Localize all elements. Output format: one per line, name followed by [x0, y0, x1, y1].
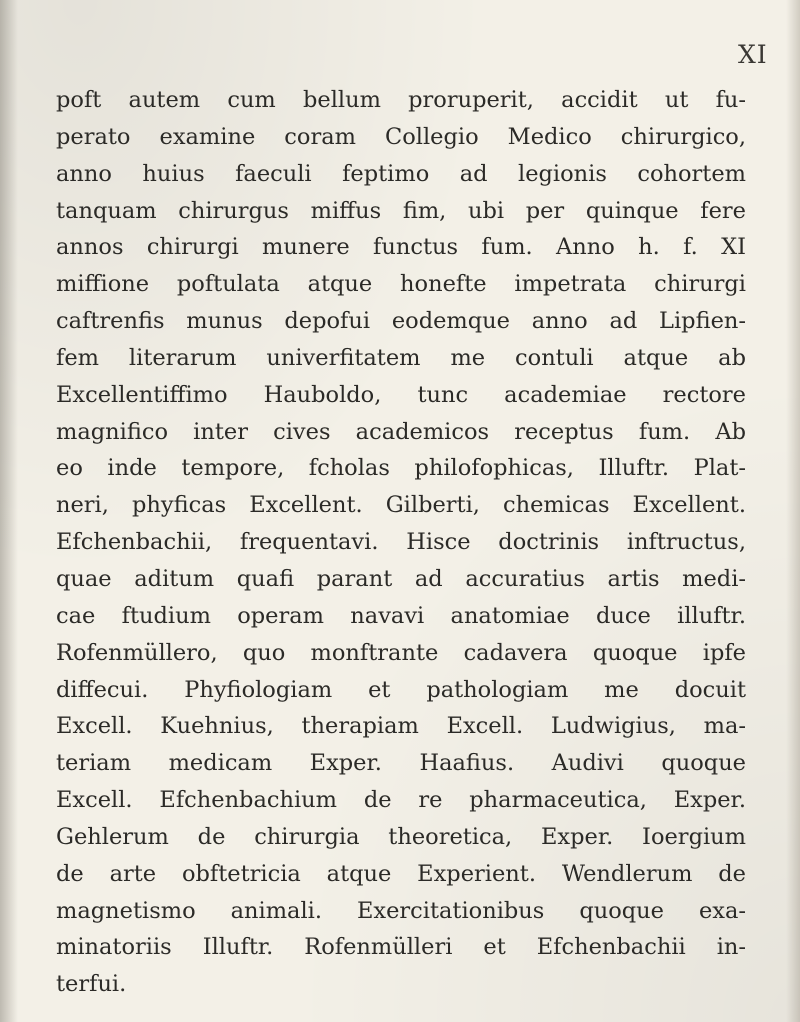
text-line: Rofenmüllero, quo monftrante cadavera quoque ipfe — [56, 639, 746, 666]
text-line: neri, phyficas Excellent. Gilberti, chemicas Excellent. — [56, 492, 746, 519]
text-line: Gehlerum de chirurgia theoretica, Exper. Ioergium — [56, 823, 746, 850]
text-line: fem literarum univerfitatem me contuli atque ab — [56, 344, 746, 371]
text-line: tanquam chirurgus miffus fim, ubi per quinque fere — [56, 197, 746, 224]
text-line: perato examine coram Collegio Medico chirurgico, — [56, 123, 746, 150]
text-line: minatoriis Illuftr. Rofenmülleri et Efchenbachii in- — [56, 934, 746, 961]
body-text — [56, 82, 746, 1003]
text-line: Excell. Kuehnius, therapiam Excell. Ludwigius, ma- — [56, 713, 746, 740]
text-line: annos chirurgi munere functus fum. Anno h. f. XI — [56, 234, 746, 261]
text-line: poft autem cum bellum proruperit, accidit ut fu- — [56, 87, 746, 113]
text-line: quae aditum quafi parant ad accuratius artis medi- — [56, 565, 746, 592]
text-line: terfui. — [56, 971, 127, 998]
page-number: XI — [738, 40, 768, 69]
text-line: miffione poftulata atque honefte impetrata chirurgi — [56, 271, 746, 298]
text-line: eo inde tempore, fcholas philofophicas, Illuftr. Plat- — [56, 455, 746, 482]
text-line: Efchenbachii, frequentavi. Hisce doctrinis inftructus, — [56, 529, 746, 556]
text-line: de arte obftetricia atque Experient. Wendlerum de — [56, 860, 746, 887]
text-line: magnifico inter cives academicos receptus fum. Ab — [56, 418, 746, 445]
binding-shadow — [0, 0, 18, 1022]
text-line: Excell. Efchenbachium de re pharmaceutica, Exper. — [56, 787, 746, 814]
text-line: Excellentiffimo Hauboldo, tunc academiae rectore — [56, 381, 746, 408]
page-edge — [786, 0, 800, 1022]
text-line: diffecui. Phyfiologiam et pathologiam me docuit — [56, 676, 746, 703]
text-line: magnetismo animali. Exercitationibus quoque exa- — [56, 897, 746, 924]
text-line: anno huius faeculi feptimo ad legionis cohortem — [56, 160, 746, 187]
text-line: caftrenfis munus depofui eodemque anno ad Lipfien- — [56, 308, 746, 335]
text-line: teriam medicam Exper. Haafius. Audivi quoque — [56, 750, 746, 777]
text-line: cae ftudium operam navavi anatomiae duce illuftr. — [56, 602, 746, 629]
